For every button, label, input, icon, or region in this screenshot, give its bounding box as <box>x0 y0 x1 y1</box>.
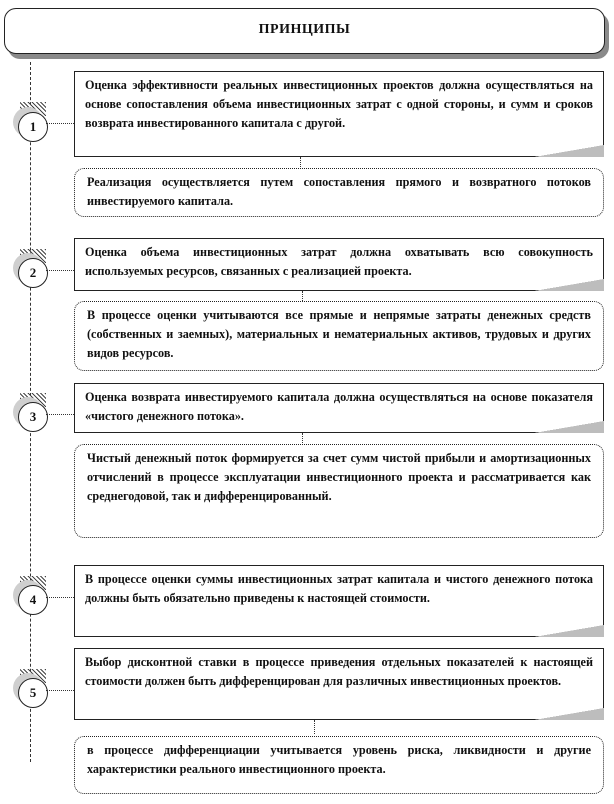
connector-3 <box>46 414 74 415</box>
note-box-5: в процессе дифференциации учитывается уровень риска, ликвидности и другие характеристики реального инвестиционного проекта. <box>74 736 604 794</box>
principle-text-2: Оценка объема инвестиционных затрат должна охватывать всю совокупность используемых ресурсов, связанных с реализацией проекта. <box>85 245 593 278</box>
step-number-1: 1 <box>18 112 48 142</box>
note-box-1: Реализация осуществляется путем сопоставления прямого и возвратного потоков инвестируемого капитала. <box>74 168 604 217</box>
principle-box-2 <box>74 238 604 291</box>
link-dash-5 <box>314 720 315 734</box>
step-number-5: 5 <box>18 678 48 708</box>
connector-2 <box>46 270 74 271</box>
connector-1 <box>46 123 74 124</box>
principle-text-1: Оценка эффективности реальных инвестиционных проектов должна осуществляться на основе сопоставления объема инвестиционных затрат с одной стороны, и сумм и сроков возврата инвестированного капитала с другой. <box>85 78 593 130</box>
principle-box-3 <box>74 383 604 433</box>
principle-text-3: Оценка возврата инвестируемого капитала должна осуществляться на основе показателя «чистого денежного потока». <box>85 390 593 423</box>
diagram-title: ПРИНЦИПЫ <box>4 8 605 54</box>
connector-4 <box>46 597 74 598</box>
page-fold-decoration <box>534 421 604 433</box>
page-fold-decoration <box>534 279 604 291</box>
link-dash-1 <box>300 157 301 167</box>
step-number-4: 4 <box>18 585 48 615</box>
step-number-3: 3 <box>18 402 48 432</box>
principle-box-4 <box>74 565 604 637</box>
step-number-2: 2 <box>18 258 48 288</box>
page-fold-decoration <box>534 145 604 157</box>
principle-text-4: В процессе оценки суммы инвестиционных затрат капитала и чистого денежного потока должны быть обязательно приведены к настоящей стоимости. <box>85 572 593 605</box>
link-dash-2 <box>302 291 303 301</box>
principle-box-5 <box>74 648 604 720</box>
note-box-2: В процессе оценки учитываются все прямые и непрямые затраты денежных средств (собственных и заемных), материальных и нематериальных активов, трудовых и других видов ресурсов. <box>74 301 604 371</box>
principle-text-5: Выбор дисконтной ставки в процессе приведения отдельных показателей к настоящей стоимости должен быть дифференцирован для различных инвестиционных проектов. <box>85 655 593 688</box>
page-fold-decoration <box>534 625 604 637</box>
page-fold-decoration <box>534 708 604 720</box>
principle-box-1 <box>74 71 604 157</box>
link-dash-3 <box>302 433 303 443</box>
connector-5 <box>46 690 74 691</box>
note-box-3: Чистый денежный поток формируется за счет сумм чистой прибыли и амортизационных отчислений в процессе эксплуатации инвестиционного проекта и рассматривается как среднегодовой, так и дифференцированный. <box>74 444 604 538</box>
